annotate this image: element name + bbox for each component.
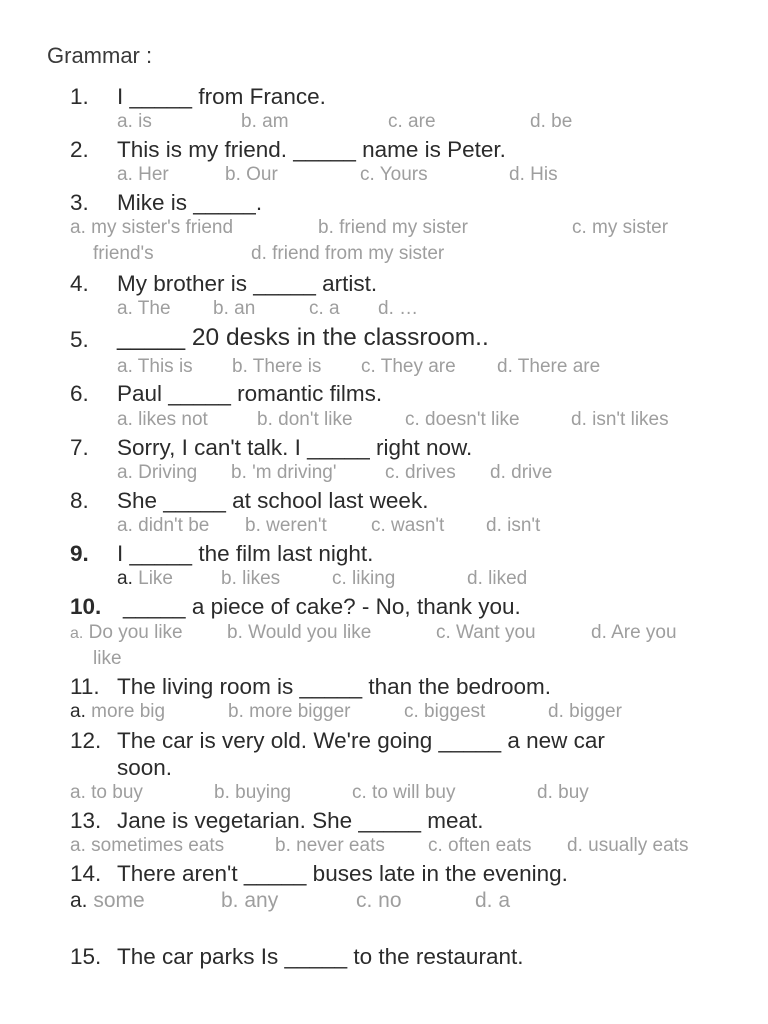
question-10-option-a-text: Do you like: [88, 622, 183, 643]
question-11-option-a-letter: a.: [70, 701, 86, 722]
question-2-text: This is my friend. _____ name is Peter.: [117, 137, 506, 162]
question-10-option-a-letter: a.: [70, 625, 84, 642]
question-3-text: Mike is _____.: [117, 190, 263, 215]
question-15-number: 15.: [70, 944, 102, 969]
question-12-option-d: d. buy: [537, 782, 589, 803]
question-13-option-a: a. sometimes eats: [70, 835, 225, 856]
question-12-option-c: c. to will buy: [352, 782, 456, 803]
question-1-option-b: b. am: [241, 111, 289, 132]
question-11-option-b: b. more bigger: [228, 701, 351, 722]
question-4-option-b: b. an: [213, 298, 256, 319]
question-14-option-c: c. no: [356, 889, 402, 912]
question-15-text: The car parks Is _____ to the restaurant.: [117, 944, 524, 969]
question-7-option-a: a. Driving: [117, 462, 198, 483]
question-7-option-b: b. 'm driving': [231, 462, 337, 483]
question-2-option-c: c. Yours: [360, 164, 428, 185]
question-6-option-a: a. likes not: [117, 409, 208, 430]
question-11-option-a-text: more big: [91, 701, 166, 722]
question-3-option-c-continued: friend's: [93, 243, 154, 264]
question-5-text: _____ 20 desks in the classroom..: [117, 324, 489, 351]
question-12-option-b: b. buying: [214, 782, 292, 803]
question-7-option-c: c. drives: [385, 462, 456, 483]
question-11-option-c: c. biggest: [404, 701, 486, 722]
question-12-text: The car is very old. We're going _____ a new car: [117, 728, 605, 753]
question-4-option-d: d. …: [378, 298, 419, 319]
question-6-text: Paul _____ romantic films.: [117, 381, 383, 406]
question-9-option-a-letter: a.: [117, 568, 133, 589]
question-1-option-c: c. are: [388, 111, 436, 132]
question-8-option-d: d. isn't: [486, 515, 541, 536]
question-7-text: Sorry, I can't talk. I _____ right now.: [117, 435, 473, 460]
question-10-number: 10.: [70, 594, 102, 619]
question-1-text: I _____ from France.: [117, 84, 326, 109]
question-2-option-a: a. Her: [117, 164, 169, 185]
question-10-option-d: d. Are you: [591, 622, 677, 643]
question-3-option-a: a. my sister's friend: [70, 217, 234, 238]
question-3-number: 3.: [70, 190, 89, 215]
question-9-option-a-text: Like: [138, 568, 173, 589]
question-10-option-b: b. Would you like: [227, 622, 372, 643]
question-11-option-a: [70, 702, 165, 721]
question-14-number: 14.: [70, 861, 102, 886]
question-8-option-a: a. didn't be: [117, 515, 210, 536]
question-1-option-d: d. be: [530, 111, 573, 132]
question-12-text-continued: soon.: [117, 755, 173, 780]
question-8-number: 8.: [70, 488, 89, 513]
question-6-option-d: d. isn't likes: [571, 409, 669, 430]
question-8-option-b: b. weren't: [245, 515, 327, 536]
question-6-option-c: c. doesn't like: [405, 409, 520, 430]
question-14-option-a-text: some: [93, 889, 145, 912]
question-4-option-a: a. The: [117, 298, 171, 319]
question-9-option-a: [117, 569, 173, 588]
question-5-number: 5.: [70, 327, 89, 352]
question-10-option-c: c. Want you: [436, 622, 536, 643]
question-9-number: 9.: [70, 541, 89, 566]
question-1-option-a: a. is: [117, 111, 152, 132]
question-1-number: 1.: [70, 84, 89, 109]
question-4-option-c: c. a: [309, 298, 340, 319]
question-3-option-c: c. my sister: [572, 217, 669, 238]
question-2-option-d: d. His: [509, 164, 558, 185]
question-7-option-d: d. drive: [490, 462, 553, 483]
question-14-option-d: d. a: [475, 889, 511, 912]
question-14-option-a: [70, 890, 145, 911]
question-13-number: 13.: [70, 808, 102, 833]
question-13-option-b: b. never eats: [275, 835, 385, 856]
question-10-text: _____ a piece of cake? - No, thank you.: [123, 594, 521, 619]
question-9-option-b: b. likes: [221, 568, 281, 589]
question-14-option-b: b. any: [221, 889, 279, 912]
question-13-text: Jane is vegetarian. She _____ meat.: [117, 808, 484, 833]
question-14-option-a-letter: a.: [70, 889, 88, 912]
question-14-text: There aren't _____ buses late in the evening.: [117, 861, 568, 886]
question-4-text: My brother is _____ artist.: [117, 271, 378, 296]
question-6-number: 6.: [70, 381, 89, 406]
question-6-option-b: b. don't like: [257, 409, 353, 430]
question-9-option-c: c. liking: [332, 568, 396, 589]
question-4-number: 4.: [70, 271, 89, 296]
question-10-option-d-continued: like: [93, 648, 122, 669]
question-8-text: She _____ at school last week.: [117, 488, 429, 513]
question-5-option-a: a. This is: [117, 356, 193, 377]
worksheet-title: Grammar :: [47, 43, 153, 68]
question-3-option-b: b. friend my sister: [318, 217, 468, 238]
question-5-option-c: c. They are: [361, 356, 456, 377]
question-8-option-c: c. wasn't: [371, 515, 445, 536]
question-10-option-a: [70, 623, 183, 642]
question-9-text: I _____ the film last night.: [117, 541, 374, 566]
question-3-option-d: d. friend from my sister: [251, 243, 445, 264]
question-12-option-a: a. to buy: [70, 782, 143, 803]
question-9-option-d: d. liked: [467, 568, 528, 589]
question-5-option-b: b. There is: [232, 356, 322, 377]
question-2-option-b: b. Our: [225, 164, 278, 185]
question-11-number: 11.: [70, 674, 100, 699]
question-11-text: The living room is _____ than the bedroom.: [117, 674, 552, 699]
question-2-number: 2.: [70, 137, 89, 162]
question-13-option-d: d. usually eats: [567, 835, 689, 856]
question-7-number: 7.: [70, 435, 89, 460]
question-11-option-d: d. bigger: [548, 701, 622, 722]
question-12-number: 12.: [70, 728, 102, 753]
question-5-option-d: d. There are: [497, 356, 601, 377]
question-13-option-c: c. often eats: [428, 835, 532, 856]
